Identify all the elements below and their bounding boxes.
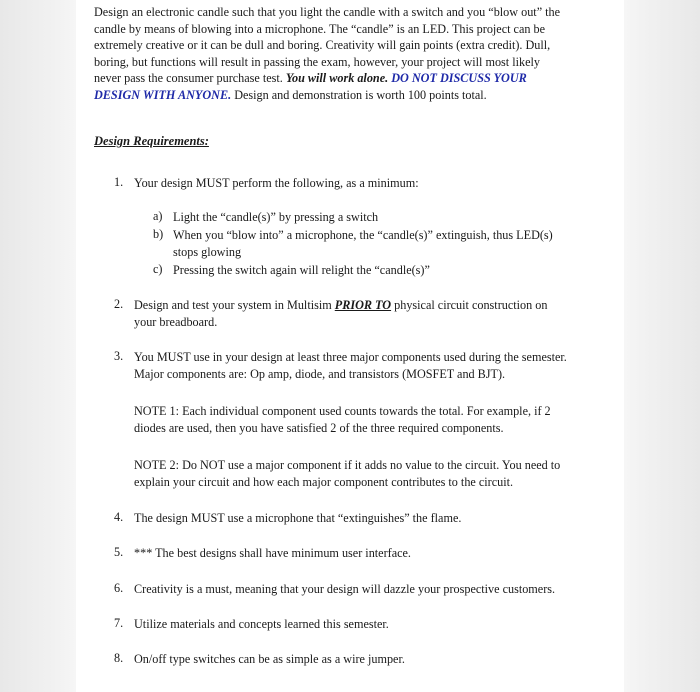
requirement-item-4: The design MUST use a microphone that “extinguishes” the flame. [134,511,462,525]
intro-line: extremely creative or it can be dull and boring. Creativity will gain points (extra credit). Dull, [94,38,551,52]
intro-line: boring, but functions will result in passing the exam, however, your project will most likely [94,54,540,69]
requirement-item-8: On/off type switches can be as simple as a wire jumper. [134,652,405,666]
subitem-c: Pressing the switch again will relight the “candle(s)” [173,263,430,277]
work-alone-emphasis: You will work alone. [285,71,389,85]
subitem-b-line: stops glowing [173,244,242,259]
note-2-line: NOTE 2: Do NOT use a major component if it adds no value to the circuit. You need to [134,458,561,472]
requirement-item-7: Utilize materials and concepts learned this semester. [134,617,389,631]
right-margin [624,0,700,692]
item-2-text: physical circuit construction on [391,298,548,312]
requirement-item-1: Your design MUST perform the following, as a minimum: [134,176,419,190]
subitem-letter: a) [153,209,163,223]
subitem-b [173,227,553,260]
left-margin [0,0,76,692]
item-2-line [134,297,547,314]
note-1-line: diodes are used, then you have satisfied 2 of the three required components. [134,420,504,435]
item-2-text: Design and test your system in Multisim [134,298,335,312]
item-number: 1. [114,175,124,189]
item-number: 8. [114,651,124,665]
prior-to-emphasis: PRIOR TO [334,298,392,312]
item-number: 4. [114,510,124,524]
intro-text: never pass the consumer purchase test. [94,71,286,85]
design-with-anyone-emphasis: DESIGN WITH ANYONE. [94,87,232,102]
requirement-item-3 [134,349,567,382]
intro-line [94,70,560,87]
intro-paragraph [94,4,560,103]
intro-line [94,87,560,104]
item-3-line: You MUST use in your design at least three major components used during the semester. [134,350,567,364]
item-number: 7. [114,616,124,630]
note-1 [134,403,551,436]
design-requirements-heading: Design Requirements: [94,134,209,148]
subitem-b-line: When you “blow into” a microphone, the “candle(s)” extinguish, thus LED(s) [173,228,553,242]
do-not-discuss-emphasis: DO NOT DISCUSS YOUR [388,71,527,85]
item-3-line: Major components are: Op amp, diode, and transistors (MOSFET and BJT). [134,366,506,381]
note-2-line: explain your circuit and how each major component contributes to the circuit. [134,474,514,489]
intro-text: Design and demonstration is worth 100 points total. [231,87,487,102]
item-number: 2. [114,297,124,311]
note-1-line: NOTE 1: Each individual component used counts towards the total. For example, if 2 [134,404,551,418]
requirement-item-5: *** The best designs shall have minimum user interface. [134,546,411,560]
intro-line: Design an electronic candle such that you light the candle with a switch and you “blow out” the [94,5,561,19]
requirement-item-6: Creativity is a must, meaning that your design will dazzle your prospective customers. [134,582,556,596]
item-number: 3. [114,349,124,363]
note-2 [134,457,560,490]
subitem-letter: b) [153,227,164,241]
subitem-a: Light the “candle(s)” by pressing a switch [173,210,379,224]
subitem-letter: c) [153,262,163,276]
intro-line: candle by means of blowing into a microphone. The “candle” is an LED. This project can be [94,21,546,36]
requirement-item-2 [134,297,547,330]
item-number: 6. [114,581,124,595]
item-2-line: your breadboard. [134,314,218,329]
item-number: 5. [114,545,124,559]
